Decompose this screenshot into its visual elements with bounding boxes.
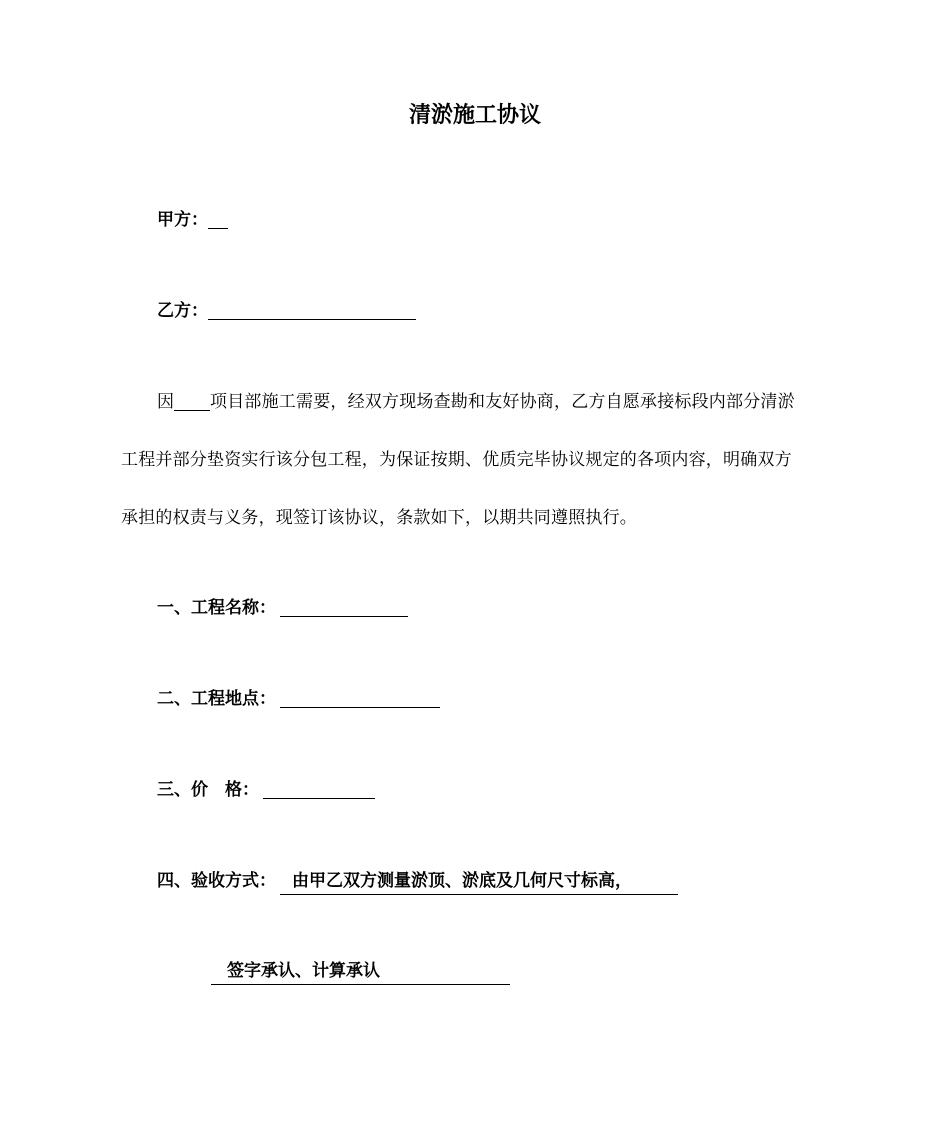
clause-4-value-line-1: 由甲乙双方测量淤顶、淤底及几何尺寸标高， bbox=[280, 869, 678, 895]
clause-3 bbox=[157, 778, 375, 802]
clause-4-label: 四、验收方式： bbox=[157, 871, 276, 891]
clause-4-continuation bbox=[211, 959, 510, 985]
party-b-blank bbox=[208, 301, 416, 320]
clause-1-label: 一、工程名称： bbox=[157, 598, 276, 618]
project-blank bbox=[174, 392, 210, 411]
intro-line-2: 工程并部分垫资实行该分包工程，为保证按期、优质完毕协议规定的各项内容，明确双方 bbox=[121, 450, 792, 470]
party-a-label: 甲方： bbox=[157, 210, 208, 230]
party-b-line bbox=[157, 299, 416, 323]
document-title: 清淤施工协议 bbox=[408, 103, 541, 128]
clause-2-blank bbox=[280, 689, 440, 708]
clause-3-label: 三、价 格： bbox=[157, 780, 259, 800]
intro-line-3: 承担的权责与义务，现签订该协议，条款如下，以期共同遵照执行。 bbox=[121, 508, 637, 528]
party-a-line bbox=[157, 208, 228, 232]
party-b-label: 乙方： bbox=[157, 301, 208, 321]
intro-start: 因 bbox=[157, 392, 174, 412]
clause-2 bbox=[157, 687, 440, 711]
clause-4-value-line-2: 签字承认、计算承认 bbox=[211, 959, 510, 985]
intro-line-1 bbox=[121, 390, 831, 414]
clause-1-blank bbox=[280, 598, 408, 617]
intro-line1-text: 项目部施工需要，经双方现场查勘和友好协商，乙方自愿承接标段内部分清淤 bbox=[210, 392, 795, 412]
clause-4 bbox=[157, 869, 678, 895]
clause-3-blank bbox=[263, 780, 375, 799]
clause-1 bbox=[157, 596, 408, 620]
party-a-blank bbox=[208, 210, 228, 229]
clause-2-label: 二、工程地点： bbox=[157, 689, 276, 709]
